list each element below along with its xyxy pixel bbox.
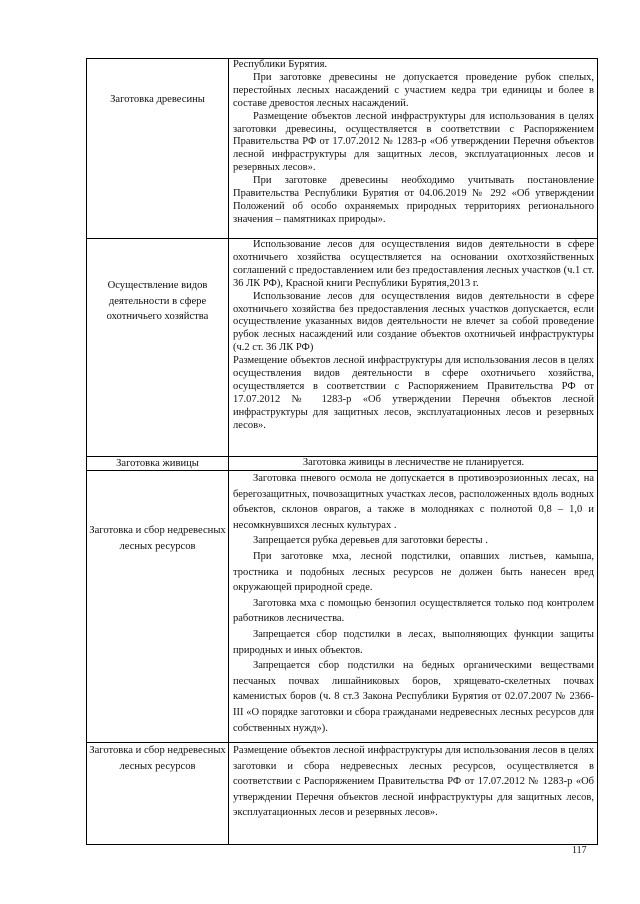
requirements-cell [229, 457, 598, 471]
requirement-paragraph: Размещение объектов лесной инфраструктуры для использования лесов в целях заготовки и сбора недревесных лесных ресурсов, осуществляется в соответствии с Распоряжением Правительства РФ от 17.07.2012 № 1283-р «Об утверждении Перечня объектов лесной инфраструктуры для защитных лесов, эксплуатационных лесов и резервных лесов». [233, 745, 594, 819]
requirement-paragraph: Использование лесов для осуществления видов деятельности в сфере охотничьего хозяйства осуществляется на основании охотхозяйственных соглашений с предоставлением или без предоставления лесных участков (ч.1 ст. 36 ЛК РФ), Красной книги Республики Бурятия,2013 г. [233, 239, 594, 289]
regulations-table [86, 58, 598, 845]
activity-cell [87, 59, 229, 239]
requirement-paragraph: Размещение объектов лесной инфраструктуры для использования в целях заготовки древесины, осуществляется в соответствии с Распоряжением Правительства РФ от 17.07.2012 № 1283-р «Об утверждении Перечня объектов лесной инфраструктуры для защитных лесов, эксплуатационных лесов и резервных лесов». [233, 110, 594, 174]
activity-label: Заготовка живицы [116, 458, 199, 469]
requirement-paragraph: Заготовка пневого осмола не допускается в противоэрозионных лесах, на берегозащитных, почвозащитных участках лесов, расположенных вдоль водных объектов, склонов оврагов, а также в молодняках с полнотой 0,8 – 1,0 и несомкнувшихся лесных культурах . [233, 473, 594, 531]
requirement-paragraph: Запрещается сбор подстилки на бедных органическими веществами песчаных почвах лишайниковых боров, хрящевато-скелетных почвах каменистых боров (ч. 8 ст.3 Закона Республики Бурятия от 02.07.2007 № 2366-III «О порядке заготовки и сбора гражданами недревесных лесных ресурсов для собственных нужд»). [233, 660, 594, 734]
requirement-paragraph: Заготовка мха с помощью бензопил осуществляется только под контролем работников лесничества. [233, 597, 594, 625]
requirements-cell [229, 59, 598, 239]
requirements-cell [229, 743, 598, 845]
requirement-paragraph: При заготовке древесины необходимо учитывать постановление Правительства Республики Бурятия от 04.06.2019 № 292 «Об утверждении Положений об особо охраняемых природных территориях регионального значения – памятниках природы». [233, 175, 594, 225]
activity-cell [87, 457, 229, 471]
page-number: 117 [572, 845, 587, 856]
requirement-paragraph: Запрещается рубка деревьев для заготовки бересты . [253, 535, 488, 547]
activity-label: Заготовка и сбор недревесных лесных ресурсов [89, 745, 226, 772]
requirement-paragraph: Использование лесов для осуществления видов деятельности в сфере охотничьего хозяйства без предоставления лесных участков допускается, если осуществление указанных видов деятельности не влечет за собой проведение рубок лесных насаждений или создание объектов охотничьей инфраструктуры (ч.2 ст. 36 ЛК РФ) [233, 290, 594, 354]
activity-cell [87, 239, 229, 457]
table-row [87, 743, 598, 845]
activity-label: Заготовка древесины [110, 94, 205, 105]
table-row [87, 239, 598, 457]
requirement-paragraph: Заготовка живицы в лесничестве не планируется. [302, 457, 525, 468]
table-row [87, 471, 598, 743]
requirement-paragraph: Республики Бурятия. [233, 59, 328, 70]
requirement-paragraph: При заготовке мха, лесной подстилки, опавших листьев, камыша, тростника и подобных лесных ресурсов не должен быть нанесен вред окружающей природной среде. [233, 550, 594, 594]
requirement-paragraph: При заготовке древесины не допускается проведение рубок спелых, перестойных лесных насаждений с участием кедра три единицы и более в составе древостоя лесных насаждений. [233, 71, 594, 109]
activity-cell [87, 471, 229, 743]
table-row [87, 457, 598, 471]
requirement-paragraph: Размещение объектов лесной инфраструктуры для использования лесов в целях осуществления видов деятельности в сфере охотничьего хозяйства, осуществляется в соответствии с Распоряжением Правительства РФ от 17.07.2012 № 1283-р «Об утверждении Перечня объектов лесной инфраструктуры для защитных лесов, эксплуатационных лесов и резервных лесов». [233, 355, 594, 431]
requirements-cell [229, 471, 598, 743]
activity-label: Осуществление видов деятельности в сфере охотничьего хозяйства [106, 280, 209, 322]
requirement-paragraph: Запрещается сбор подстилки в лесах, выполняющих функции защиты природных и иных объектов. [233, 628, 594, 656]
activity-cell [87, 743, 229, 845]
requirements-cell [229, 239, 598, 457]
activity-label: Заготовка и сбор недревесных лесных ресурсов [89, 525, 226, 552]
table-row [87, 59, 598, 239]
